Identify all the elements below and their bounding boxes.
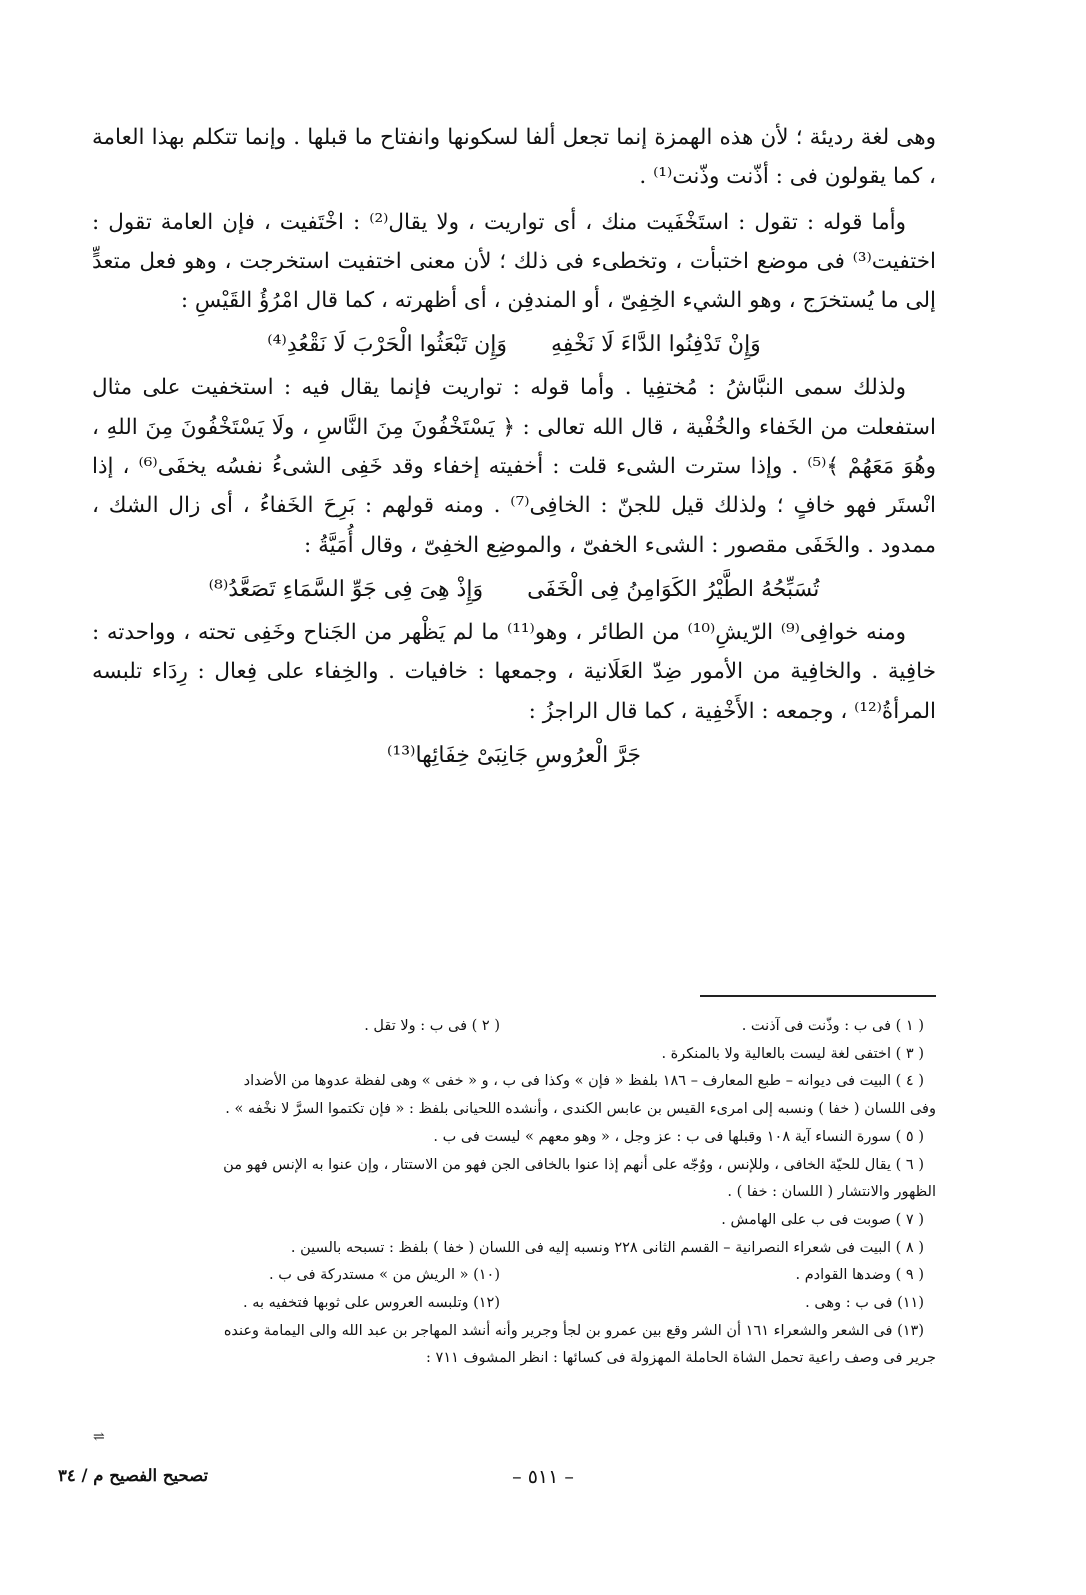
footnote-6: ( ٦ ) يقال للحيّة الخافى ، وللإنس ، ووُجّه على أنهم إذا عنوا بالخافى الجن فهو من الاستتار ، وإن عنوا به الإنس فهو من	[223, 1156, 924, 1173]
footnote-11: (١١) فى ب : وهى .	[805, 1295, 924, 1312]
footnote-4-continued: وفى اللسان ( خفا ) ونسبه إلى امرىء القيس بن عابس الكندى ، وأنشده اللحيانى بلفظ : « فإن تكتموا السرَّ لا نخْفه » .	[225, 1101, 936, 1118]
page-number: – ٥١١ –	[512, 1466, 574, 1488]
paragraph-1: وهى لغة رديئة ؛ لأن هذه الهمزة إنما تجعل ألفا لسكونها وانفتاح ما قبلها . وإنما تتكلم بهذا العامة ، كما يقولون فى : أذّنت وذّنت⁽¹⁾ .	[92, 125, 936, 190]
footnote-8: ( ٨ ) البيت فى شعراء النصرانية – القسم الثانى ٢٢٨ ونسبه إليه فى اللسان ( خفا ) بلفظ : تسبحه بالسين .	[290, 1239, 924, 1256]
signature-mark-icon: ⇌	[93, 1429, 105, 1445]
footnote-row	[92, 1262, 936, 1290]
main-text	[92, 118, 936, 779]
footnote-separator	[700, 995, 936, 997]
verse-2	[92, 567, 936, 613]
paragraph-4: ومنه خوافِى⁽⁹⁾ الرّيشِ⁽¹⁰⁾ من الطائر ، وهو⁽¹¹⁾ ما لم يَظْهر من الجَناح وخَفِى تحته ، وواحدته : خافِية . والخافِية من الأمور ضِدّ العَلَانية ، وجمعها : خافيات . والخِفاء على فِعال : رِدَاء تلبسه المرأةُ⁽¹²⁾ ، وجمعه : الأَخْفِية ، كما قال الراجزُ :	[92, 619, 936, 724]
footnote-13-continued: جرير فى وصف راعية تحمل الشاة الحاملة المهزولة فى كسائها : انظر المشوف ٧١١ :	[426, 1350, 936, 1367]
footnote-5: ( ٥ ) سورة النساء آية ١٠٨ وقبلها فى ب : عز وجل ، « وهو معهم » ليست فى ب .	[433, 1128, 924, 1145]
footnote-1: ( ١ ) فى ب : وذّنت فى آذنت .	[741, 1018, 924, 1034]
footnotes	[92, 1013, 936, 1373]
footnote-9: ( ٩ ) وضدها القوادم .	[795, 1267, 924, 1284]
verse-3-line: جَرَّ الْعرُوسِ جَانِبَىْ خِفَائِها⁽¹³⁾	[387, 742, 642, 768]
footnote-2: ( ٢ ) فى ب : ولا تقل .	[364, 1018, 500, 1034]
footnote-6-continued: الظهور والانتشار ( اللسان : خفا ) .	[727, 1184, 936, 1201]
footnote-7: ( ٧ ) صوبت فى ب على الهامش .	[721, 1211, 924, 1228]
verse-1-hemistich-1: وَإِنْ تَدْفِنُوا الدَّاءَ لَا نَخْفِهِ	[551, 332, 761, 358]
paragraph-2: وأما قوله : تقول : استَخْفَيت منك ، أى تواريت ، ولا يقال⁽²⁾ : اخْتَفيت ، فإن العامة تقول : اختفيت⁽³⁾ فى موضع اختبأت ، وتخطىء فى ذلك ؛ لأن معنى اختفيت استخرجت ، وهو فعل متعدٍّ إلى ما يُستخرَج ، وهو الشيء الخِفِىّ ، أو المندفِن ، أى أظهرته ، كما قال امْرُؤُ القَيْسِ :	[92, 209, 936, 314]
verse-2-hemistich-2: وَإِذْ هِىَ فِى جَوِّ السَّمَاءِ تَصَعَّدُ⁽⁸⁾	[208, 576, 484, 602]
footnote-row	[92, 1290, 936, 1318]
running-head: تصحيح الفصيح م / ٣٤	[58, 1466, 209, 1485]
footnote-3: ( ٣ ) اختفى لغة ليست بالعالية ولا بالمنكرة .	[661, 1045, 924, 1062]
verse-2-hemistich-1: تُسَبِّحُهُ الطَّيْرُ الكَوَامِنُ فِى الْخَفَى	[527, 576, 820, 602]
footnote-12: (١٢) وتلبسه العروس على ثوبها فتخفيه به .	[242, 1295, 500, 1312]
paragraph-3: ولذلك سمى النبَّاشُ : مُختفِيا . وأما قوله : تواريت فإنما يقال فيه : استخفيت على مثال استفعلت من الخَفاء والخُفْية ، قال الله تعالى : ﴿ يَسْتَخْفُونَ مِنَ النَّاسِ ، ولَا يَسْتَخْفُونَ مِنَ اللهِ ، وهُوَ مَعَهُمْ ﴾⁽⁵⁾ . وإذا سترت الشىء قلت : أخفيته إخفاء وقد خَفِى الشىءُ نفسُه يخفَى⁽⁶⁾ ، إذا انْستَر فهو خافٍ ؛ ولذلك قيل للجنّ : الخافِى⁽⁷⁾ . ومنه قولهم : بَرِحَ الخَفاءُ ، أى زال الشك ، ممدود . والخَفَى مقصور : الشىء الخفىّ ، والموضِع الخفِىّ ، وقال أُمَيَّةُ :	[92, 375, 936, 558]
verse-3	[92, 733, 936, 779]
footnote-4: ( ٤ ) البيت فى ديوانه – طبع المعارف – ١٨٦ بلفظ « فإن » وكذا فى ب ، و « خفى » وهى لفظة عدوها من الأضداد	[243, 1073, 924, 1090]
footnote-row	[92, 1013, 936, 1041]
verse-1	[92, 322, 936, 368]
verse-1-hemistich-2: وَإِن تَبْعَثُوا الْحَرْبَ لَا نَقْعُدِ⁽⁴⁾	[267, 332, 508, 358]
footnote-10: (١٠) « الريش من » مستدركة فى ب .	[269, 1267, 500, 1284]
footnote-13: (١٣) فى الشعر والشعراء ١٦١ أن الشر وقع بين عمرو بن لجأ وجرير وأنه أنشد المهاجر بن عبد الله والى اليمامة وعنده	[223, 1322, 924, 1339]
